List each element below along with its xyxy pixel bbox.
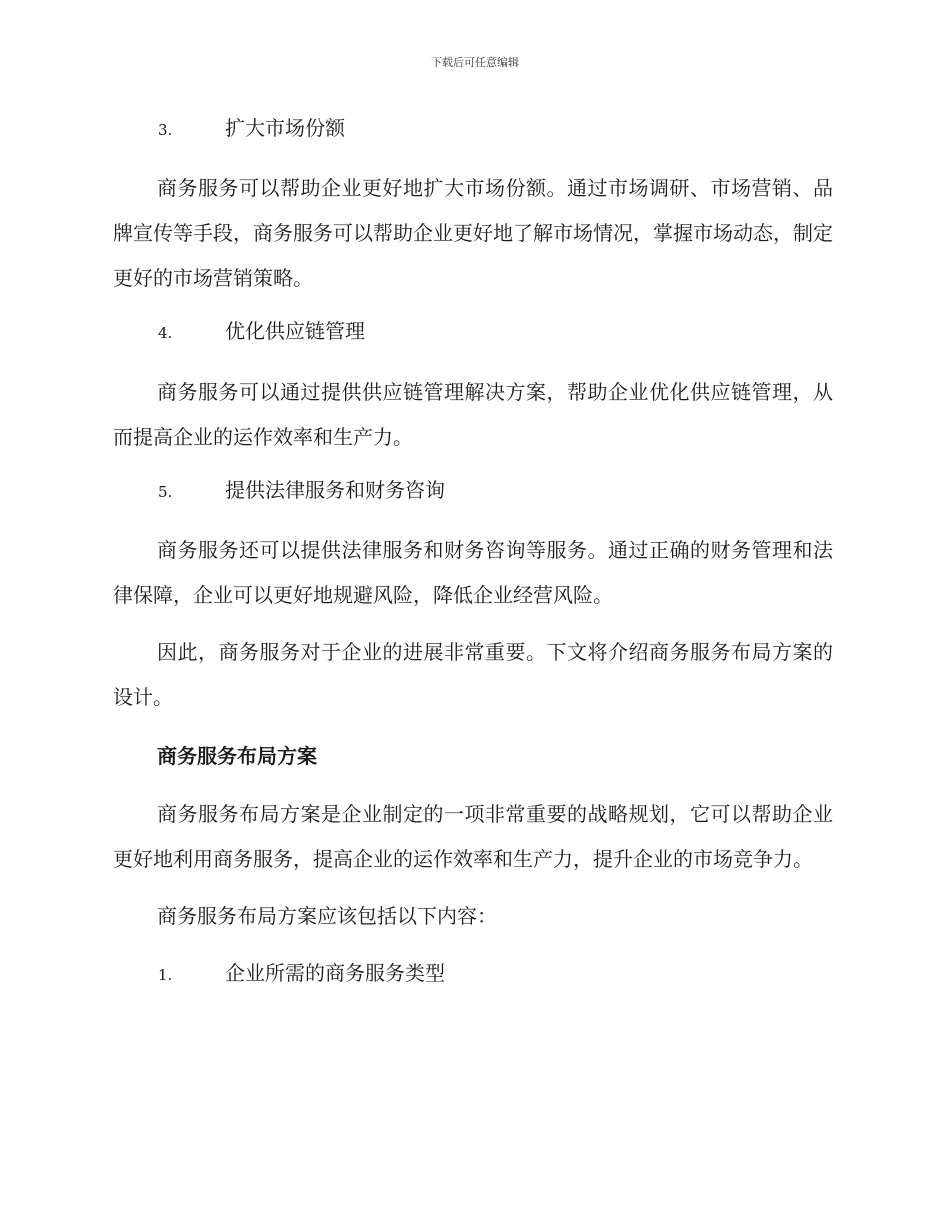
list-item-4 bbox=[113, 315, 833, 349]
page-header: 下载后可任意编辑 bbox=[431, 56, 519, 69]
list-item-5 bbox=[113, 474, 833, 508]
list-number: 4. bbox=[158, 324, 173, 342]
list-number: 5. bbox=[158, 483, 173, 501]
list-item-text: 提供法律服务和财务咨询 bbox=[225, 478, 445, 502]
paragraph-conclusion: 因此，商务服务对于企业的进展非常重要。下文将介绍商务服务布局方案的设计。 bbox=[113, 640, 833, 709]
list-item-text: 优化供应链管理 bbox=[225, 319, 365, 343]
paragraph-legal-finance: 商务服务还可以提供法律服务和财务咨询等服务。通过正确的财务管理和法律保障，企业可以更好地规避风险，降低企业经营风险。 bbox=[113, 538, 833, 607]
list-item-text: 扩大市场份额 bbox=[225, 116, 345, 140]
document-body bbox=[113, 112, 833, 991]
paragraph-layout-plan: 商务服务布局方案是企业制定的一项非常重要的战略规划，它可以帮助企业更好地利用商务服务，提高企业的运作效率和生产力，提升企业的市场竞争力。 bbox=[113, 802, 833, 871]
paragraph-market-share: 商务服务可以帮助企业更好地扩大市场份额。通过市场调研、市场营销、品牌宣传等手段，商务服务可以帮助企业更好地了解市场情况，掌握市场动态，制定更好的市场营销策略。 bbox=[113, 176, 833, 290]
section-heading: 商务服务布局方案 bbox=[157, 744, 317, 768]
list-item-3 bbox=[113, 112, 833, 146]
list-item-text: 企业所需的商务服务类型 bbox=[225, 961, 445, 985]
paragraph-supply-chain: 商务服务可以通过提供供应链管理解决方案，帮助企业优化供应链管理，从而提高企业的运作效率和生产力。 bbox=[113, 380, 833, 449]
paragraph-contents-intro: 商务服务布局方案应该包括以下内容： bbox=[157, 904, 497, 928]
list-number: 1. bbox=[158, 966, 173, 984]
list-number: 3. bbox=[158, 121, 173, 139]
list-item-1 bbox=[113, 957, 833, 991]
